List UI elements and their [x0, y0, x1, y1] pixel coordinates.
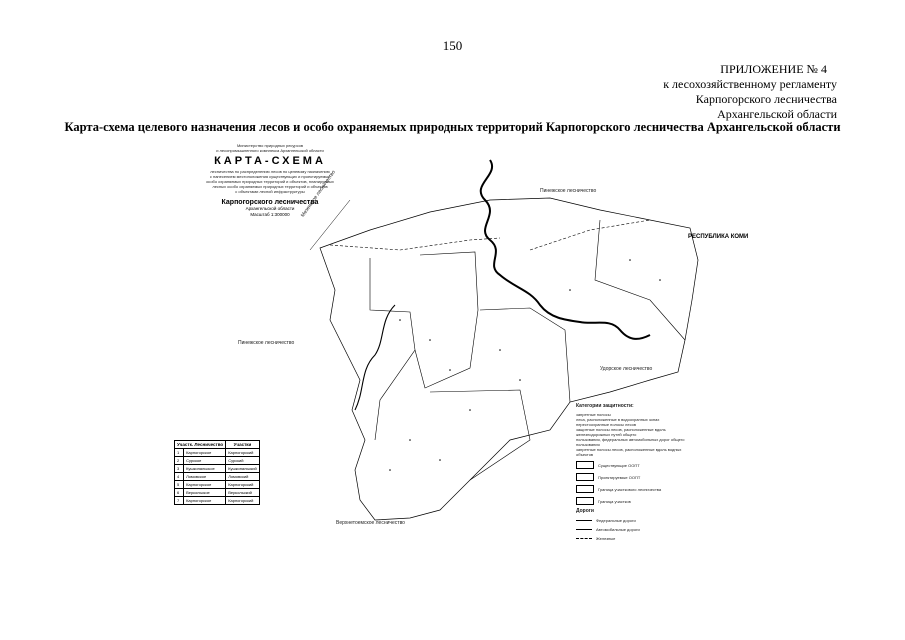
table-cell: Кушкопальский — [226, 465, 260, 473]
legend-category: защитные полосы лесов, расположенные вдоль железнодорожных путей общего — [576, 427, 666, 437]
legend-dash — [576, 538, 592, 539]
table-cell: 4 — [175, 473, 184, 481]
table-cell: Веркольский — [226, 489, 260, 497]
table-cell: 2 — [175, 457, 184, 465]
label-komi: РЕСПУБЛИКА КОМИ — [688, 234, 749, 240]
district-boundary — [415, 252, 478, 388]
legend-category: нерестоохранные полосы лесов — [576, 422, 636, 427]
district-boundary — [430, 390, 530, 480]
legend-line — [576, 520, 592, 521]
map-forestry-name: Карпогорского лесничества — [221, 199, 319, 206]
label-east: Удорское лесничество — [600, 366, 653, 372]
legend-category: пользования, федеральных автомобильных дорог общего пользования — [576, 437, 685, 447]
legend-line — [576, 529, 592, 530]
appendix-title: ПРИЛОЖЕНИЕ № 4 — [720, 62, 827, 76]
table-header — [175, 441, 260, 449]
map-header-line: и лесопромышленного комплекса Архангельской области — [216, 148, 324, 153]
district-boundary — [370, 258, 415, 440]
label-nw: Мезенское лесничество — [300, 169, 337, 219]
label-west: Пинежское лесничество — [238, 340, 295, 346]
appendix-block — [663, 62, 837, 122]
table-header-cell: Участк. Лесничество — [175, 441, 226, 449]
table-cell: Карпогорский — [226, 449, 260, 457]
legend-swatch — [576, 485, 594, 493]
legend-row — [576, 473, 696, 481]
map-scale: Масштаб 1:300000 — [250, 212, 290, 217]
road — [530, 220, 650, 250]
table-row — [175, 449, 260, 457]
road — [330, 238, 500, 250]
table-cell: Карпогорский — [226, 481, 260, 489]
legend-category: запретные полосы — [576, 412, 611, 417]
table-cell: 3 — [175, 465, 184, 473]
legend-label: Железные — [596, 536, 616, 541]
legend-swatch — [576, 497, 594, 505]
table-row — [175, 473, 260, 481]
table-row — [175, 489, 260, 497]
map-header-line: Министерство природных ресурсов — [236, 143, 304, 148]
map-header-line: с объектами лесной инфраструктуры — [235, 189, 305, 194]
table-row — [175, 465, 260, 473]
table-row — [175, 457, 260, 465]
map-header-line: лесничества по распределению лесов по целевому назначению — [210, 169, 330, 174]
table-cell: Сурский — [226, 457, 260, 465]
legend-swatch — [576, 473, 594, 481]
table-cell: Карпогорский — [226, 497, 260, 505]
legend-row — [576, 485, 696, 493]
legend-roads-heading: Дороги — [576, 508, 594, 514]
table-cell: Карпогорское — [184, 497, 226, 505]
appendix-line-2: к лесохозяйственному регламенту — [663, 77, 837, 91]
district-boundary — [595, 220, 685, 340]
document-title: Карта-схема целевого назначения лесов и особо охраняемых природных территорий Карпогорского лесничества Архангельской области — [64, 120, 841, 134]
legend-label: Автомобильные дороги — [596, 527, 640, 532]
legend-label: Граница участков — [598, 498, 631, 504]
table-row — [175, 497, 260, 505]
table-cell: Карпогорское — [184, 449, 226, 457]
table-cell: Веркольское — [184, 489, 226, 497]
table-header-cell: Участки — [226, 441, 260, 449]
legend-label: Проектируемые ООПТ — [598, 474, 641, 480]
appendix-line-3: Карпогорского лесничества — [695, 92, 837, 106]
map-header-line: лесных особо охраняемых природных территорий и объектов — [212, 184, 328, 189]
river — [481, 160, 650, 339]
map-region: Архангельской области — [245, 206, 295, 211]
label-north: Пинежское лесничество — [540, 188, 597, 194]
legend-category: леса, расположенные в водоохранных зонах — [576, 417, 660, 422]
table-cell: Ломовское — [184, 473, 226, 481]
appendix-line-4: Архангельской области — [717, 107, 837, 121]
legend-row — [576, 461, 696, 469]
tributary — [355, 305, 395, 410]
legend-label: Граница участкового лесничества — [598, 486, 662, 492]
map-header-line: особо охраняемых природных территорий и объектов, планируемых — [206, 179, 334, 184]
legend-label: Существующие ООПТ — [598, 462, 640, 468]
table-cell: Сурское — [184, 457, 226, 465]
legend-swatch — [576, 461, 594, 469]
legend-row — [576, 497, 696, 505]
legend-label: Федеральные дороги — [596, 518, 636, 523]
table-cell: Ломовский — [226, 473, 260, 481]
map-header-title: КАРТА-СХЕМА — [214, 155, 326, 167]
legend-row — [576, 536, 696, 541]
table-cell: 1 — [175, 449, 184, 457]
table-cell: Карпогорское — [184, 481, 226, 489]
label-south: Верхнетоемское лесничество — [336, 520, 405, 526]
table-cell: 7 — [175, 497, 184, 505]
district-table — [174, 440, 260, 505]
legend-row — [576, 527, 696, 532]
district-boundary — [480, 308, 570, 402]
map-legend — [576, 404, 696, 545]
legend-heading: Категории защитности: — [576, 403, 634, 409]
table-cell: 6 — [175, 489, 184, 497]
page-number: 150 — [442, 38, 463, 53]
legend-row — [576, 518, 696, 523]
table-cell: Кушкопальское — [184, 465, 226, 473]
table-cell: 5 — [175, 481, 184, 489]
table-row — [175, 481, 260, 489]
legend-category: запретные полосы лесов, расположенные вдоль водных объектов — [576, 447, 682, 457]
map-header-line: с нанесением местоположения существующих и проектируемых — [209, 174, 331, 179]
